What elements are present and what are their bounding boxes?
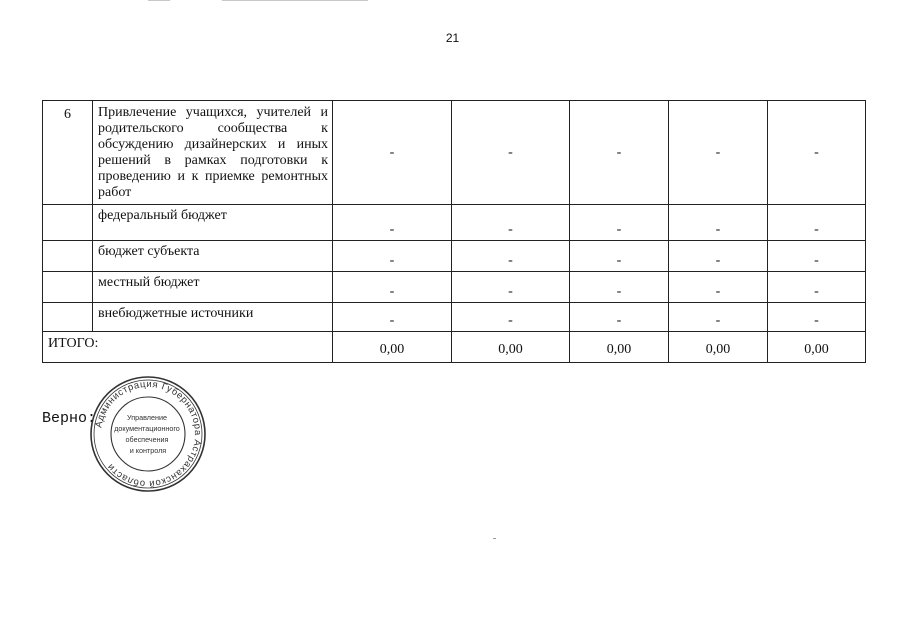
row-number-empty [43, 205, 93, 241]
source-value: - [570, 272, 669, 303]
source-value: - [570, 303, 669, 332]
stamp-inner-line: и контроля [129, 446, 167, 455]
total-row [43, 332, 866, 363]
source-value: - [570, 205, 669, 241]
source-label: федеральный бюджет [93, 205, 333, 241]
source-value: - [768, 303, 866, 332]
source-value: - [333, 272, 452, 303]
source-value: - [333, 241, 452, 272]
total-label: ИТОГО: [43, 332, 333, 363]
page-number: 21 [445, 31, 460, 45]
header-rule-right [222, 0, 368, 1]
activity-value: - [452, 101, 570, 205]
total-value: 0,00 [452, 332, 570, 363]
total-value: 0,00 [570, 332, 669, 363]
source-value: - [669, 272, 768, 303]
source-value: - [333, 303, 452, 332]
total-value: 0,00 [333, 332, 452, 363]
official-stamp [88, 374, 208, 494]
budget-table [42, 100, 866, 363]
source-row-federal [43, 205, 866, 241]
stamp-inner-line: Управление [127, 413, 167, 422]
source-value: - [669, 303, 768, 332]
source-label: внебюджетные источники [93, 303, 333, 332]
source-row-local [43, 272, 866, 303]
row-number-empty [43, 272, 93, 303]
total-value: 0,00 [768, 332, 866, 363]
source-row-extrabudget [43, 303, 866, 332]
source-value: - [768, 205, 866, 241]
activity-value: - [768, 101, 866, 205]
source-value: - [452, 241, 570, 272]
stamp-outer-text: Администрация Губернатора Астраханской области [93, 378, 204, 490]
row-number-empty [43, 241, 93, 272]
stamp-inner-line: обеспечения [125, 435, 169, 444]
stamp-inner-line: документационного [114, 424, 180, 433]
source-label: местный бюджет [93, 272, 333, 303]
source-row-subject [43, 241, 866, 272]
source-value: - [452, 272, 570, 303]
activity-row [43, 101, 866, 205]
stamp-inner-ring [111, 397, 185, 471]
source-value: - [452, 303, 570, 332]
source-value: - [669, 241, 768, 272]
source-value: - [570, 241, 669, 272]
row-number: 6 [43, 101, 93, 205]
row-number-empty [43, 303, 93, 332]
source-value: - [768, 272, 866, 303]
source-label: бюджет субъекта [93, 241, 333, 272]
activity-value: - [570, 101, 669, 205]
activity-description: Привлечение учащихся, учителей и родительского сообщества к обсуждению дизайнерских и иных решений в рамках подготовки к проведению и к приемке ремонтных работ [93, 101, 333, 205]
scan-speck [493, 538, 496, 539]
activity-value: - [333, 101, 452, 205]
header-rule-left [148, 0, 170, 1]
certification-label: Верно: [42, 410, 97, 427]
source-value: - [669, 205, 768, 241]
source-value: - [768, 241, 866, 272]
activity-value: - [669, 101, 768, 205]
stamp-inner-text [114, 413, 182, 455]
total-value: 0,00 [669, 332, 768, 363]
source-value: - [452, 205, 570, 241]
source-value: - [333, 205, 452, 241]
stamp-outer-ring [91, 377, 205, 491]
